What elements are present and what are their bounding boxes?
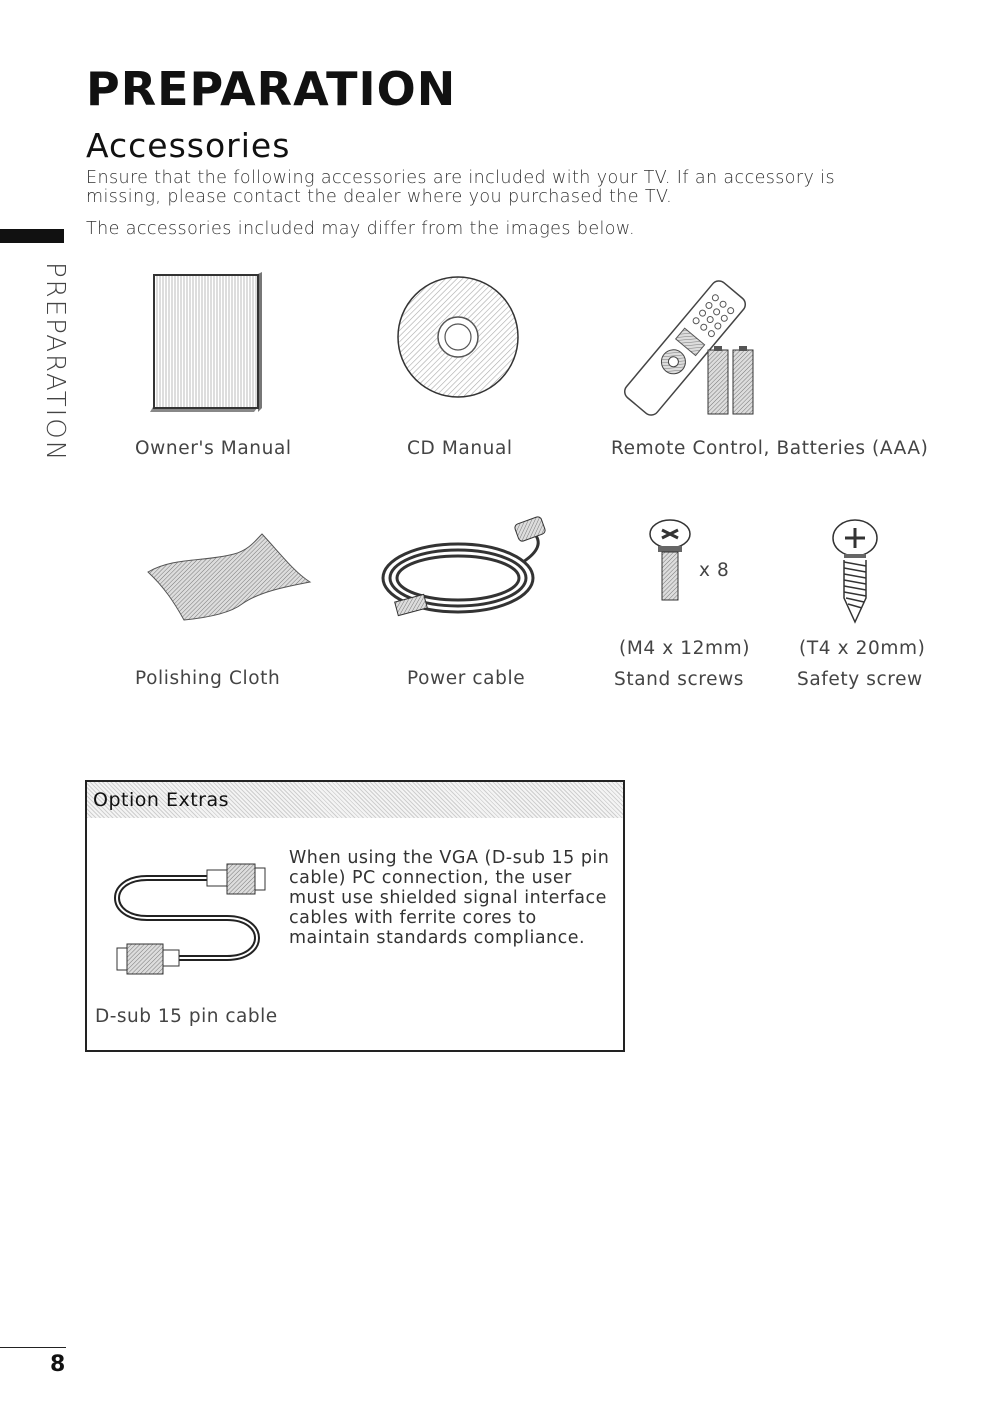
polishing-cloth-icon xyxy=(144,532,314,622)
side-tab-label: PREPARATION xyxy=(40,262,70,463)
side-tab-marker xyxy=(0,229,64,243)
page-title: PREPARATION xyxy=(86,62,457,116)
cd-icon xyxy=(397,276,519,398)
safety-screw-icon xyxy=(830,518,880,628)
page-number: 8 xyxy=(50,1352,66,1377)
stand-screw-icon xyxy=(648,518,698,608)
section-title: Accessories xyxy=(86,126,291,165)
safety-screw-label: Safety screw xyxy=(797,669,923,690)
batteries-icon xyxy=(706,346,756,416)
owners-manual-label: Owner's Manual xyxy=(135,438,292,459)
intro-note: The accessories included may differ from the images below. xyxy=(86,219,635,239)
stand-screw-label: Stand screws xyxy=(614,669,745,690)
power-cable-icon xyxy=(378,512,558,622)
option-extras-header xyxy=(87,782,623,818)
option-extras-text: When using the VGA (D-sub 15 pin cable) PC connection, the user must use shielded signal interface cables with ferrite cores to maintain standards compliance. xyxy=(289,848,610,948)
option-extras-title: Option Extras xyxy=(93,789,230,811)
remote-label: Remote Control, Batteries (AAA) xyxy=(611,438,929,459)
side-tab xyxy=(30,262,70,462)
stand-screw-qty: x 8 xyxy=(699,560,730,581)
option-extras-box xyxy=(85,780,625,1052)
power-cable-label: Power cable xyxy=(407,668,526,689)
stand-screw-size: (M4 x 12mm) xyxy=(619,638,751,659)
dsub-cable-icon xyxy=(107,854,277,974)
owners-manual-icon xyxy=(150,272,270,417)
polishing-cloth-label: Polishing Cloth xyxy=(135,668,281,689)
intro-paragraph: Ensure that the following accessories are included with your TV. If an accessory is missing, please contact the dealer where you purchased the TV. xyxy=(86,168,835,207)
dsub-cable-label: D-sub 15 pin cable xyxy=(95,1006,278,1027)
safety-screw-size: (T4 x 20mm) xyxy=(799,638,926,659)
cd-manual-label: CD Manual xyxy=(407,438,513,459)
footer-rule xyxy=(0,1347,66,1348)
